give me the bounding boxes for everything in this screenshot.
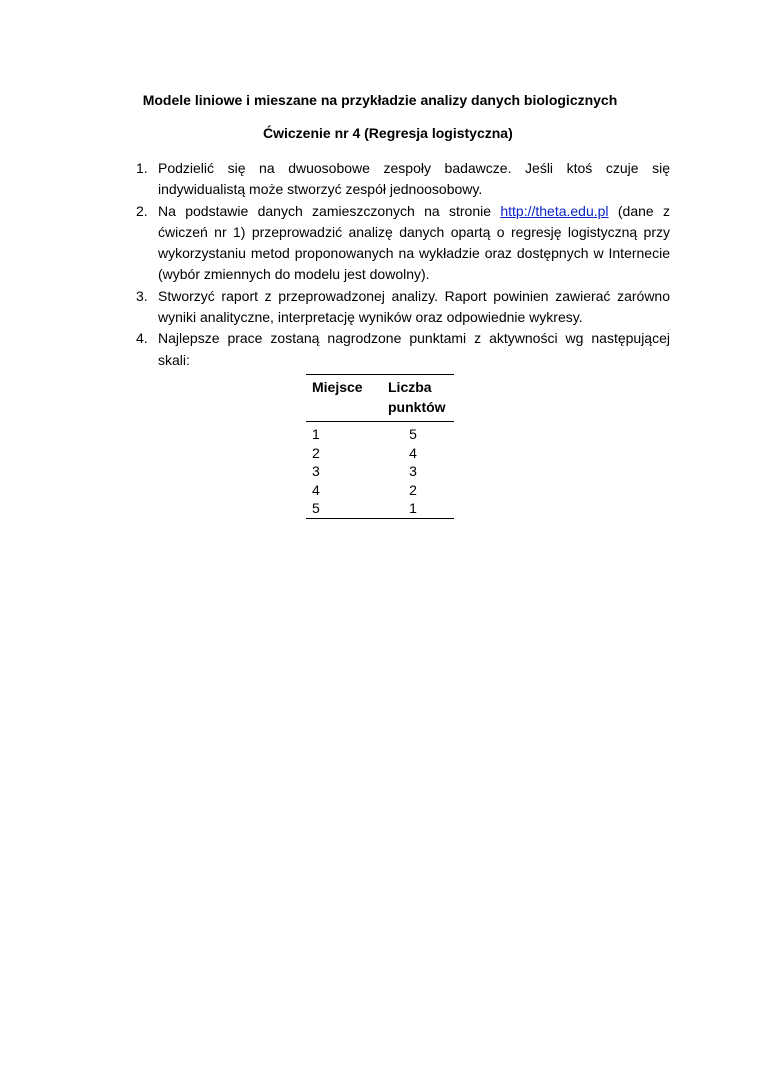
list-item-text-after-link: (dane z ćwiczeń nr 1) przeprowadzić analizę danych opartą o regresję logistyczną przy wykorzystaniu metod proponowanych na wykładzie oraz dostępnych w Internecie (wybór zmiennych do modelu jest dowolny). xyxy=(158,202,671,283)
cell-points: 5 xyxy=(409,426,417,442)
document-title: Modele liniowe i mieszane na przykładzie analizy danych biologicznych xyxy=(142,92,618,108)
cell-points: 2 xyxy=(409,481,417,498)
list-item-number: 1. xyxy=(136,160,148,176)
list-item-text-before-link: Na podstawie danych zamieszczonych na stronie xyxy=(158,202,501,219)
list-item-text: Stworzyć raport z przeprowadzonej analizy. Raport powinien zawierać zarówno wyniki analityczne, interpretację wyników oraz odpowiednie wykresy. xyxy=(158,287,670,326)
table-row xyxy=(306,422,454,444)
cell-place: 4 xyxy=(312,481,320,498)
score-table xyxy=(306,374,454,519)
table-row xyxy=(306,444,454,463)
instructions-list xyxy=(136,158,670,371)
list-item xyxy=(136,201,670,286)
list-item-number: 4. xyxy=(136,330,148,347)
cell-place: 2 xyxy=(312,444,320,461)
list-item-text: Podzielić się na dwuosobowe zespoły badawcze. Jeśli ktoś czuje się indywidualistą może stworzyć zespół jednoosobowy. xyxy=(158,160,670,198)
theta-edu-link[interactable]: http://theta.edu.pl xyxy=(500,202,609,219)
table-row xyxy=(306,499,454,518)
cell-place: 3 xyxy=(312,463,320,479)
cell-points: 3 xyxy=(409,463,417,479)
list-item xyxy=(136,286,670,329)
list-item-text: Najlepsze prace zostaną nagrodzone punktami z aktywności wg następującej skali: xyxy=(158,330,670,368)
exercise-subtitle: Ćwiczenie nr 4 (Regresja logistyczna) xyxy=(263,125,513,141)
table-row xyxy=(306,481,454,500)
list-item-number: 2. xyxy=(136,202,148,219)
header-points: Liczba punktów xyxy=(382,375,454,422)
cell-points: 1 xyxy=(382,499,454,518)
table-row xyxy=(306,462,454,481)
cell-place: 1 xyxy=(312,426,320,442)
cell-place: 5 xyxy=(306,499,382,518)
table-header-row xyxy=(306,375,454,422)
list-item xyxy=(136,328,670,371)
list-item xyxy=(136,158,670,201)
cell-points: 4 xyxy=(409,444,417,461)
header-place: Miejsce xyxy=(306,375,382,422)
list-item-number: 3. xyxy=(136,287,148,304)
